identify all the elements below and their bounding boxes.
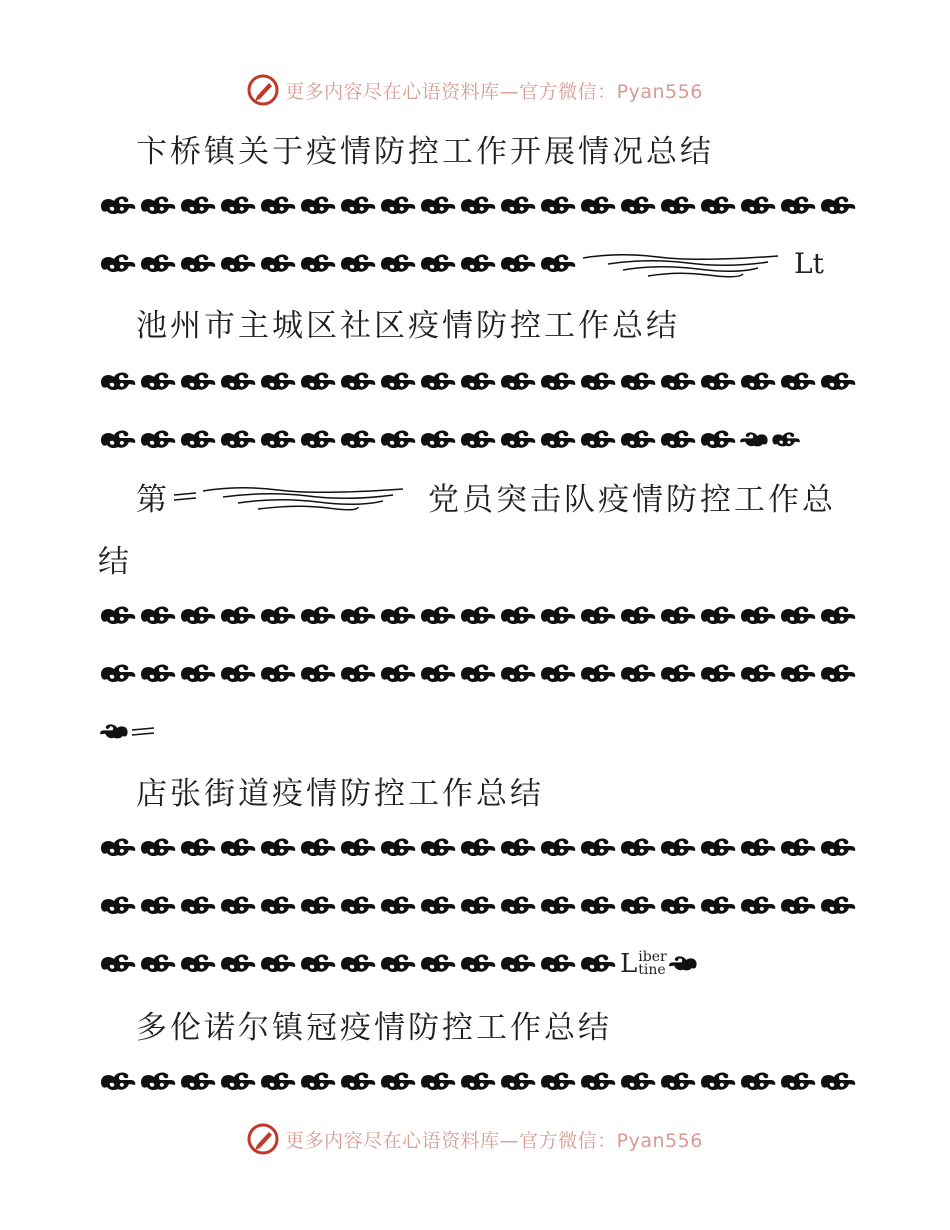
ornament-row — [98, 944, 699, 984]
squiggle-ornament — [578, 244, 788, 284]
ornament-glyph: Lt — [794, 247, 824, 280]
watermark-text: 更多内容尽在心语资料库—官方微信：Pyan556 — [285, 1129, 703, 1152]
header-watermark — [0, 70, 950, 110]
ornament-row — [98, 186, 858, 226]
footer-watermark — [0, 1119, 950, 1159]
ornament-row — [98, 886, 858, 926]
ornament-row — [98, 712, 156, 752]
equals-ornament — [172, 487, 198, 507]
ornament-row — [98, 420, 802, 460]
ornament-glyph: L iber tine — [620, 949, 667, 979]
ornament-row — [98, 1062, 858, 1102]
section-title-5: 多伦诺尔镇冠疫情防控工作总结 — [136, 1010, 612, 1046]
pen-logo-icon — [247, 74, 279, 106]
ornament-row — [98, 828, 858, 868]
section-title-4: 店张街道疫情防控工作总结 — [136, 776, 544, 812]
ornament-row — [98, 362, 858, 402]
section-title-1: 卞桥镇关于疫情防控工作开展情况总结 — [136, 134, 714, 170]
title-suffix: 党员突击队疫情防控工作总 — [428, 482, 836, 518]
section-title-2: 池州市主城区社区疫情防控工作总结 — [136, 308, 680, 344]
pen-logo-icon — [247, 1123, 279, 1155]
equals-ornament — [130, 722, 156, 742]
squiggle-ornament — [198, 477, 408, 517]
section-title-3 — [136, 474, 836, 519]
title-prefix: 第 — [136, 482, 170, 518]
ornament-row — [98, 654, 858, 694]
watermark-text: 更多内容尽在心语资料库—官方微信：Pyan556 — [285, 80, 703, 103]
title-continuation: 结 — [98, 544, 129, 580]
ornament-row — [98, 596, 858, 636]
ornament-row — [98, 244, 824, 284]
